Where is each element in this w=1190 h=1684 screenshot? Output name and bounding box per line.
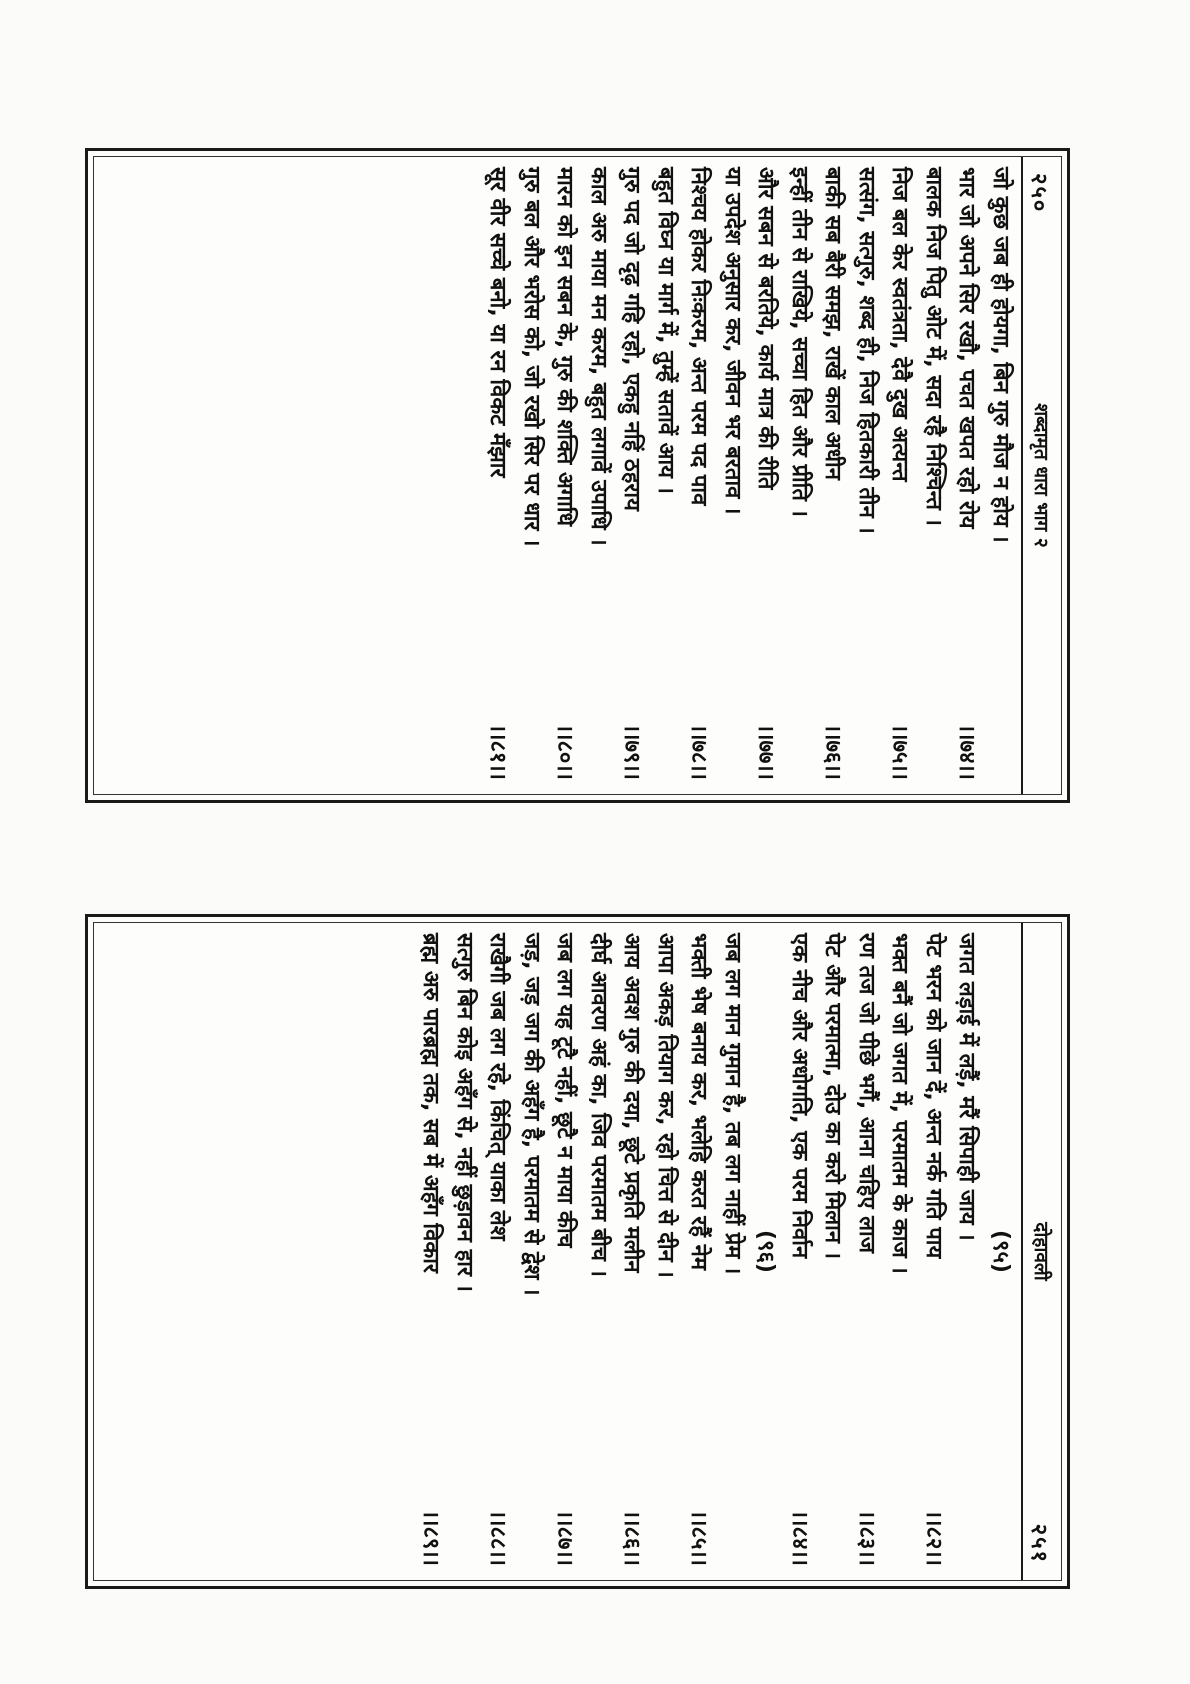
- verse-line: [481, 167, 515, 784]
- verse-text: राखैगी जब लग रहे, किंचित् याका लेश: [485, 933, 511, 1241]
- verse-number: ।।७५।।: [887, 723, 913, 780]
- verse-text: बाकी सब बैरी समझ, राखें काल अधीन: [820, 167, 846, 480]
- verse-text: पेट भरन को जान दें, अन्त नर्क गति पाय: [921, 933, 946, 1259]
- verse-number: ।।८८।।: [485, 1509, 511, 1566]
- verse-text: इन्हीं तीन से राखिये, सच्चा हित और प्रीति ।: [787, 167, 812, 517]
- verse-text: सूर वीर सच्चे बनो, या रन विकट मँझार: [485, 167, 511, 478]
- verse-text: और सबन से बरतिये, कार्य मात्र की रीति: [753, 167, 779, 490]
- verse-number: ।।८०।।: [552, 723, 578, 780]
- verse-line: [515, 933, 549, 1570]
- verse-number: ।।७६।।: [820, 723, 846, 780]
- verse-line: [582, 933, 616, 1570]
- verse-text: बहुत विघ्न या मार्ग में, तुम्हें सतावें आय ।: [653, 167, 678, 494]
- verse-line: [615, 933, 649, 1570]
- verse-text: ब्रह्म अरु पारब्रह्म तक, सब में अहँग विकार: [418, 933, 444, 1273]
- verse-text: जब लग यह टूटै नहीं, छूटै न माया कीच: [552, 933, 578, 1248]
- verse-number: ।।८९।।: [418, 1509, 444, 1566]
- verse-text: निज बल केर स्वतंत्रता, देवै दुख अत्यन्त: [887, 167, 913, 482]
- verse-text: जड़, जड़ जग की अहँग है, परमातम से द्वेश ।: [519, 933, 544, 1296]
- verse-line: [950, 933, 984, 1570]
- verse-line: [816, 167, 850, 784]
- section-number: (९६): [753, 1230, 779, 1273]
- verse-number: ।।७४।।: [954, 723, 980, 780]
- page-251-verses: [414, 923, 1021, 1580]
- verse-text: गुरु पद जो दृढ़ गहि रहो, एकहु नहिं ठहराय: [619, 167, 645, 511]
- verse-line: [749, 167, 783, 784]
- verse-line: [448, 933, 482, 1570]
- page-250-inner-frame: [93, 156, 1062, 795]
- page-250-header: [1021, 157, 1061, 794]
- verse-number: ।।८२।।: [921, 1509, 946, 1566]
- verse-text: भार जो अपने सिर रखौ, पचत खपत रहो रोय: [954, 167, 980, 529]
- verse-line: [682, 167, 716, 784]
- page-251-panel: [85, 914, 1070, 1589]
- verse-text: जब लग मान गुमान है, तब लग नाहीं प्रेम ।: [720, 933, 745, 1275]
- verse-line: [716, 933, 750, 1570]
- verse-line: [883, 933, 917, 1570]
- verse-text: बालक निज पितु ओट में, सदा रहै निश्चिन्त ।: [921, 167, 946, 526]
- verse-text: सत्संग, सत्गुरु, शब्द ही, निज हितकारी तीन ।: [854, 167, 879, 534]
- verse-line: [917, 933, 951, 1570]
- verse-text: या उपदेश अनुसार कर, जीवन भर बरताव ।: [720, 167, 745, 515]
- verse-text: काल अरु माया मन करम, बहुत लगावें उपाधि ।: [586, 167, 611, 546]
- verse-line: [850, 167, 884, 784]
- verse-number: ।।८३।।: [854, 1509, 879, 1566]
- verse-line: [414, 933, 448, 1570]
- verse-line: [515, 167, 549, 784]
- verse-line: [615, 167, 649, 784]
- verse-line: [917, 167, 951, 784]
- verse-text: मारन को इन सबन के, गुरु की शक्ति अगाधि: [552, 167, 578, 527]
- verse-number: ।।८१।।: [485, 723, 511, 780]
- verse-number: ।।७९।।: [619, 723, 645, 780]
- verse-text: दीर्घ आवरण अहं का, जिव परमातम बीच ।: [586, 933, 611, 1277]
- verse-line: [548, 933, 582, 1570]
- verse-text: भक्त बनैं जो जगत में, परमातम के काज ।: [887, 933, 913, 1274]
- verse-number: ।।८४।।: [787, 1509, 812, 1566]
- verse-text: आपा अकड़ तियाग कर, रहो चित्त से दीन ।: [653, 933, 678, 1278]
- page-251-header: [1021, 923, 1061, 1580]
- page-250-verses: [481, 157, 1021, 794]
- verse-line: [716, 167, 750, 784]
- verse-number: ।।७७।।: [753, 723, 779, 780]
- verse-text: पेट और परमात्मा, दोउ का करो मिलान ।: [820, 933, 846, 1260]
- verse-line: [883, 167, 917, 784]
- verse-line: [649, 167, 683, 784]
- verse-line: [984, 167, 1018, 784]
- verse-text: आय अवश गुरु की दया, छूटे प्रकृति मलीन: [619, 933, 645, 1273]
- verse-text: गुरु बल और भरोस को, जो रखो सिर पर धार ।: [519, 167, 544, 547]
- verse-text: सत्गुरु बिन कोइ अहँग से, नहीं छुड़ावन हार ।: [452, 933, 477, 1292]
- verse-line: [783, 167, 817, 784]
- verse-text: जो कुछ जब ही होयगा, बिन गुरु मौज न होय ।: [988, 167, 1013, 543]
- verse-line: [649, 933, 683, 1570]
- verse-line: [682, 933, 716, 1570]
- verse-text: भक्ती भेष बनाय कर, भलेहि करत रहैं नेम: [686, 933, 712, 1271]
- verse-line: [481, 933, 515, 1570]
- verse-text: निश्चय होकर निःकरम, अन्त परम पद पाव: [686, 167, 712, 506]
- section-heading: [749, 933, 783, 1570]
- verse-line: [950, 167, 984, 784]
- section-number: (९५): [988, 1230, 1013, 1273]
- verse-text: एक नीच और अधोगति, एक परम निर्वान: [787, 933, 812, 1259]
- page-number: २५०: [1026, 173, 1051, 214]
- verse-line: [850, 933, 884, 1570]
- verse-text: रण तज जो पीछे भगैं, आना चहिए लाज: [854, 933, 879, 1254]
- section-heading: [984, 933, 1018, 1570]
- verse-number: ।।७८।।: [686, 723, 712, 780]
- verse-line: [582, 167, 616, 784]
- page-250-panel: [85, 148, 1070, 803]
- verse-number: ।।८५।।: [686, 1509, 712, 1566]
- verse-number: ।।८६।।: [619, 1509, 645, 1566]
- page-number: २५१: [1026, 1523, 1051, 1564]
- verse-number: ।।८७।।: [552, 1509, 578, 1566]
- verse-text: जगत लड़ाई में लड़ैं, मरैं सिपाही जाय ।: [954, 933, 980, 1241]
- verse-line: [548, 167, 582, 784]
- verse-line: [816, 933, 850, 1570]
- page-title: दोहावली: [1030, 1222, 1052, 1281]
- page-title: शब्दामृत धारा भाग २: [1030, 403, 1052, 548]
- page-251-inner-frame: [93, 922, 1062, 1581]
- verse-line: [783, 933, 817, 1570]
